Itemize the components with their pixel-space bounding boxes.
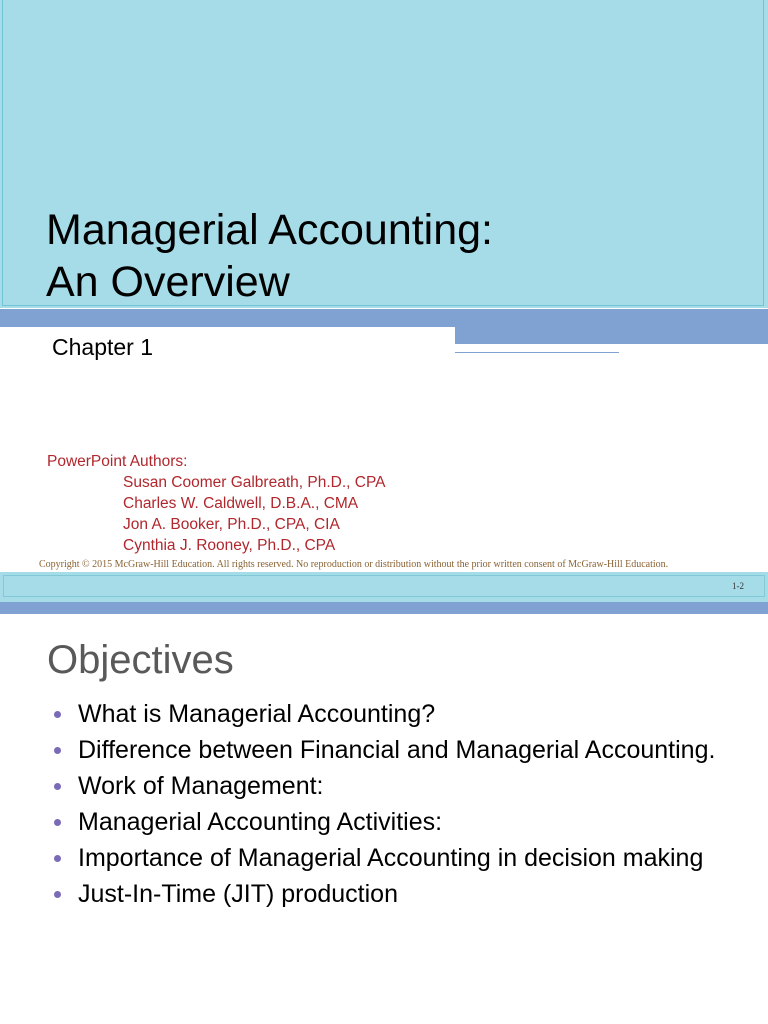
author-name: Susan Coomer Galbreath, Ph.D., CPA — [123, 474, 386, 491]
bullet-icon — [54, 819, 61, 826]
list-item — [0, 842, 740, 875]
copyright-notice: Copyright © 2015 McGraw-Hill Education. All rights reserved. No reproduction or distribution without the prior written consent of McGraw-Hill Education. — [39, 559, 669, 570]
list-item-text: Managerial Accounting Activities: — [78, 808, 443, 836]
list-item-text: Work of Management: — [78, 772, 324, 800]
list-item-text: Difference between Financial and Managerial Accounting. — [78, 736, 716, 764]
author-name: Charles W. Caldwell, D.B.A., CMA — [123, 495, 359, 512]
list-item — [0, 734, 740, 767]
bullet-icon — [54, 747, 61, 754]
authors-block — [47, 451, 385, 556]
page-number: 1-2 — [732, 581, 744, 591]
title-line: An Overview — [46, 258, 290, 306]
bullet-icon — [54, 711, 61, 718]
list-item-text: Just-In-Time (JIT) production — [78, 880, 398, 908]
footer-accent-bar — [0, 602, 768, 614]
list-item — [0, 698, 740, 731]
list-item — [0, 770, 740, 803]
objectives-title: Objectives — [47, 638, 234, 682]
bullet-icon — [54, 783, 61, 790]
bullet-icon — [54, 891, 61, 898]
list-item-text: Importance of Managerial Accounting in decision making — [78, 844, 704, 872]
list-item — [0, 806, 740, 839]
slide-objectives — [0, 614, 768, 1024]
title-line: Managerial Accounting: — [46, 206, 494, 254]
objectives-list — [0, 698, 740, 914]
list-item — [0, 878, 740, 911]
author-name: Cynthia J. Rooney, Ph.D., CPA — [123, 537, 336, 554]
accent-divider — [455, 352, 619, 353]
chapter-subtitle: Chapter 1 — [52, 334, 154, 360]
authors-heading: PowerPoint Authors: — [47, 453, 188, 470]
author-name: Jon A. Booker, Ph.D., CPA, CIA — [123, 516, 340, 533]
slide-title-heading — [46, 204, 493, 308]
footer-frame — [3, 575, 765, 597]
list-item-text: What is Managerial Accounting? — [78, 700, 436, 728]
bullet-icon — [54, 855, 61, 862]
